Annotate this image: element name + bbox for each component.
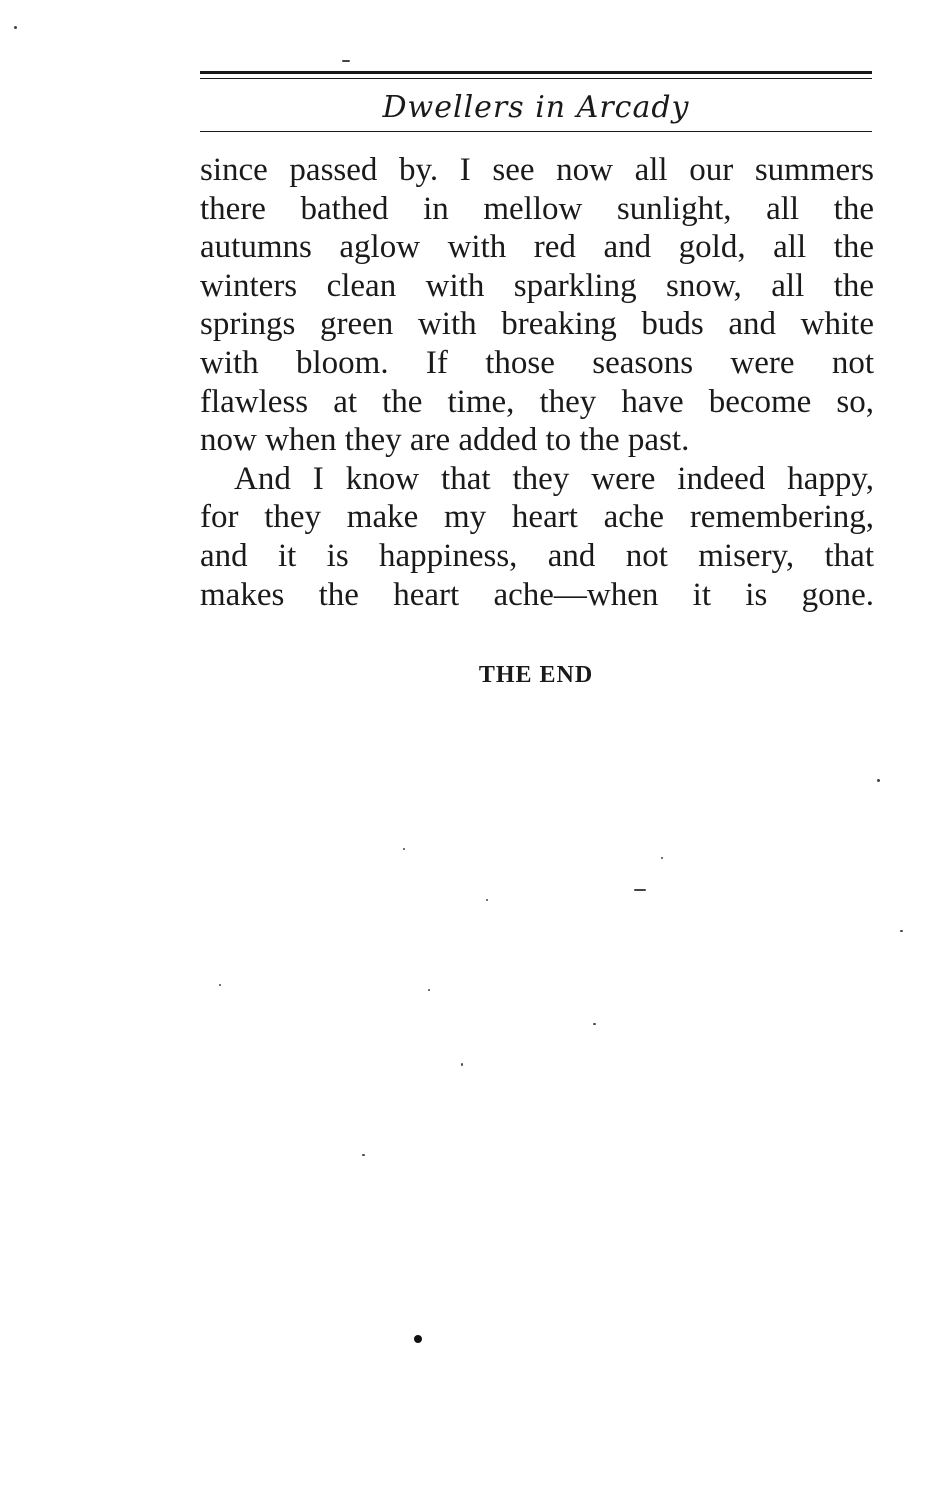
text-line: there bathed in mellow sunlight, all the <box>200 190 874 227</box>
the-end-label: THE END <box>478 662 594 688</box>
text-line: flawless at the time, they have become so, <box>200 383 874 420</box>
scan-speck <box>342 60 350 62</box>
text-line: with bloom. If those seasons were not <box>200 344 874 381</box>
header-rule-thin <box>200 78 872 79</box>
scan-speck <box>414 1335 422 1343</box>
paragraph-2 <box>200 460 874 614</box>
text-line: And I know that they were indeed happy, <box>234 460 874 497</box>
scan-speck <box>428 989 430 991</box>
text-line: springs green with breaking buds and white <box>200 306 874 343</box>
scan-speck <box>634 889 646 891</box>
scan-speck <box>486 899 488 901</box>
scan-speck <box>14 26 17 29</box>
scan-speck <box>461 1063 463 1066</box>
header-rule-bottom <box>200 131 872 132</box>
scan-speck <box>362 1154 365 1156</box>
scan-speck <box>877 779 880 782</box>
scan-speck <box>219 984 221 986</box>
scan-speck <box>403 848 405 850</box>
text-line: for they make my heart ache remembering, <box>200 499 874 536</box>
header-rule-thick <box>200 71 872 74</box>
scan-speck <box>593 1023 596 1025</box>
text-line: makes the heart ache—when it is gone. <box>200 576 874 613</box>
scan-speck <box>661 857 663 859</box>
text-line: winters clean with sparkling snow, all the <box>200 267 874 304</box>
scan-speck <box>900 930 903 932</box>
running-head: Dwellers in Arcady <box>382 90 690 125</box>
text-line: now when they are added to the past. <box>200 422 690 459</box>
text-line: since passed by. I see now all our summers <box>200 152 874 188</box>
paragraph-1 <box>200 151 874 460</box>
body-text <box>200 151 874 614</box>
text-line: and it is happiness, and not misery, that <box>200 537 874 574</box>
text-line: autumns aglow with red and gold, all the <box>200 229 874 266</box>
